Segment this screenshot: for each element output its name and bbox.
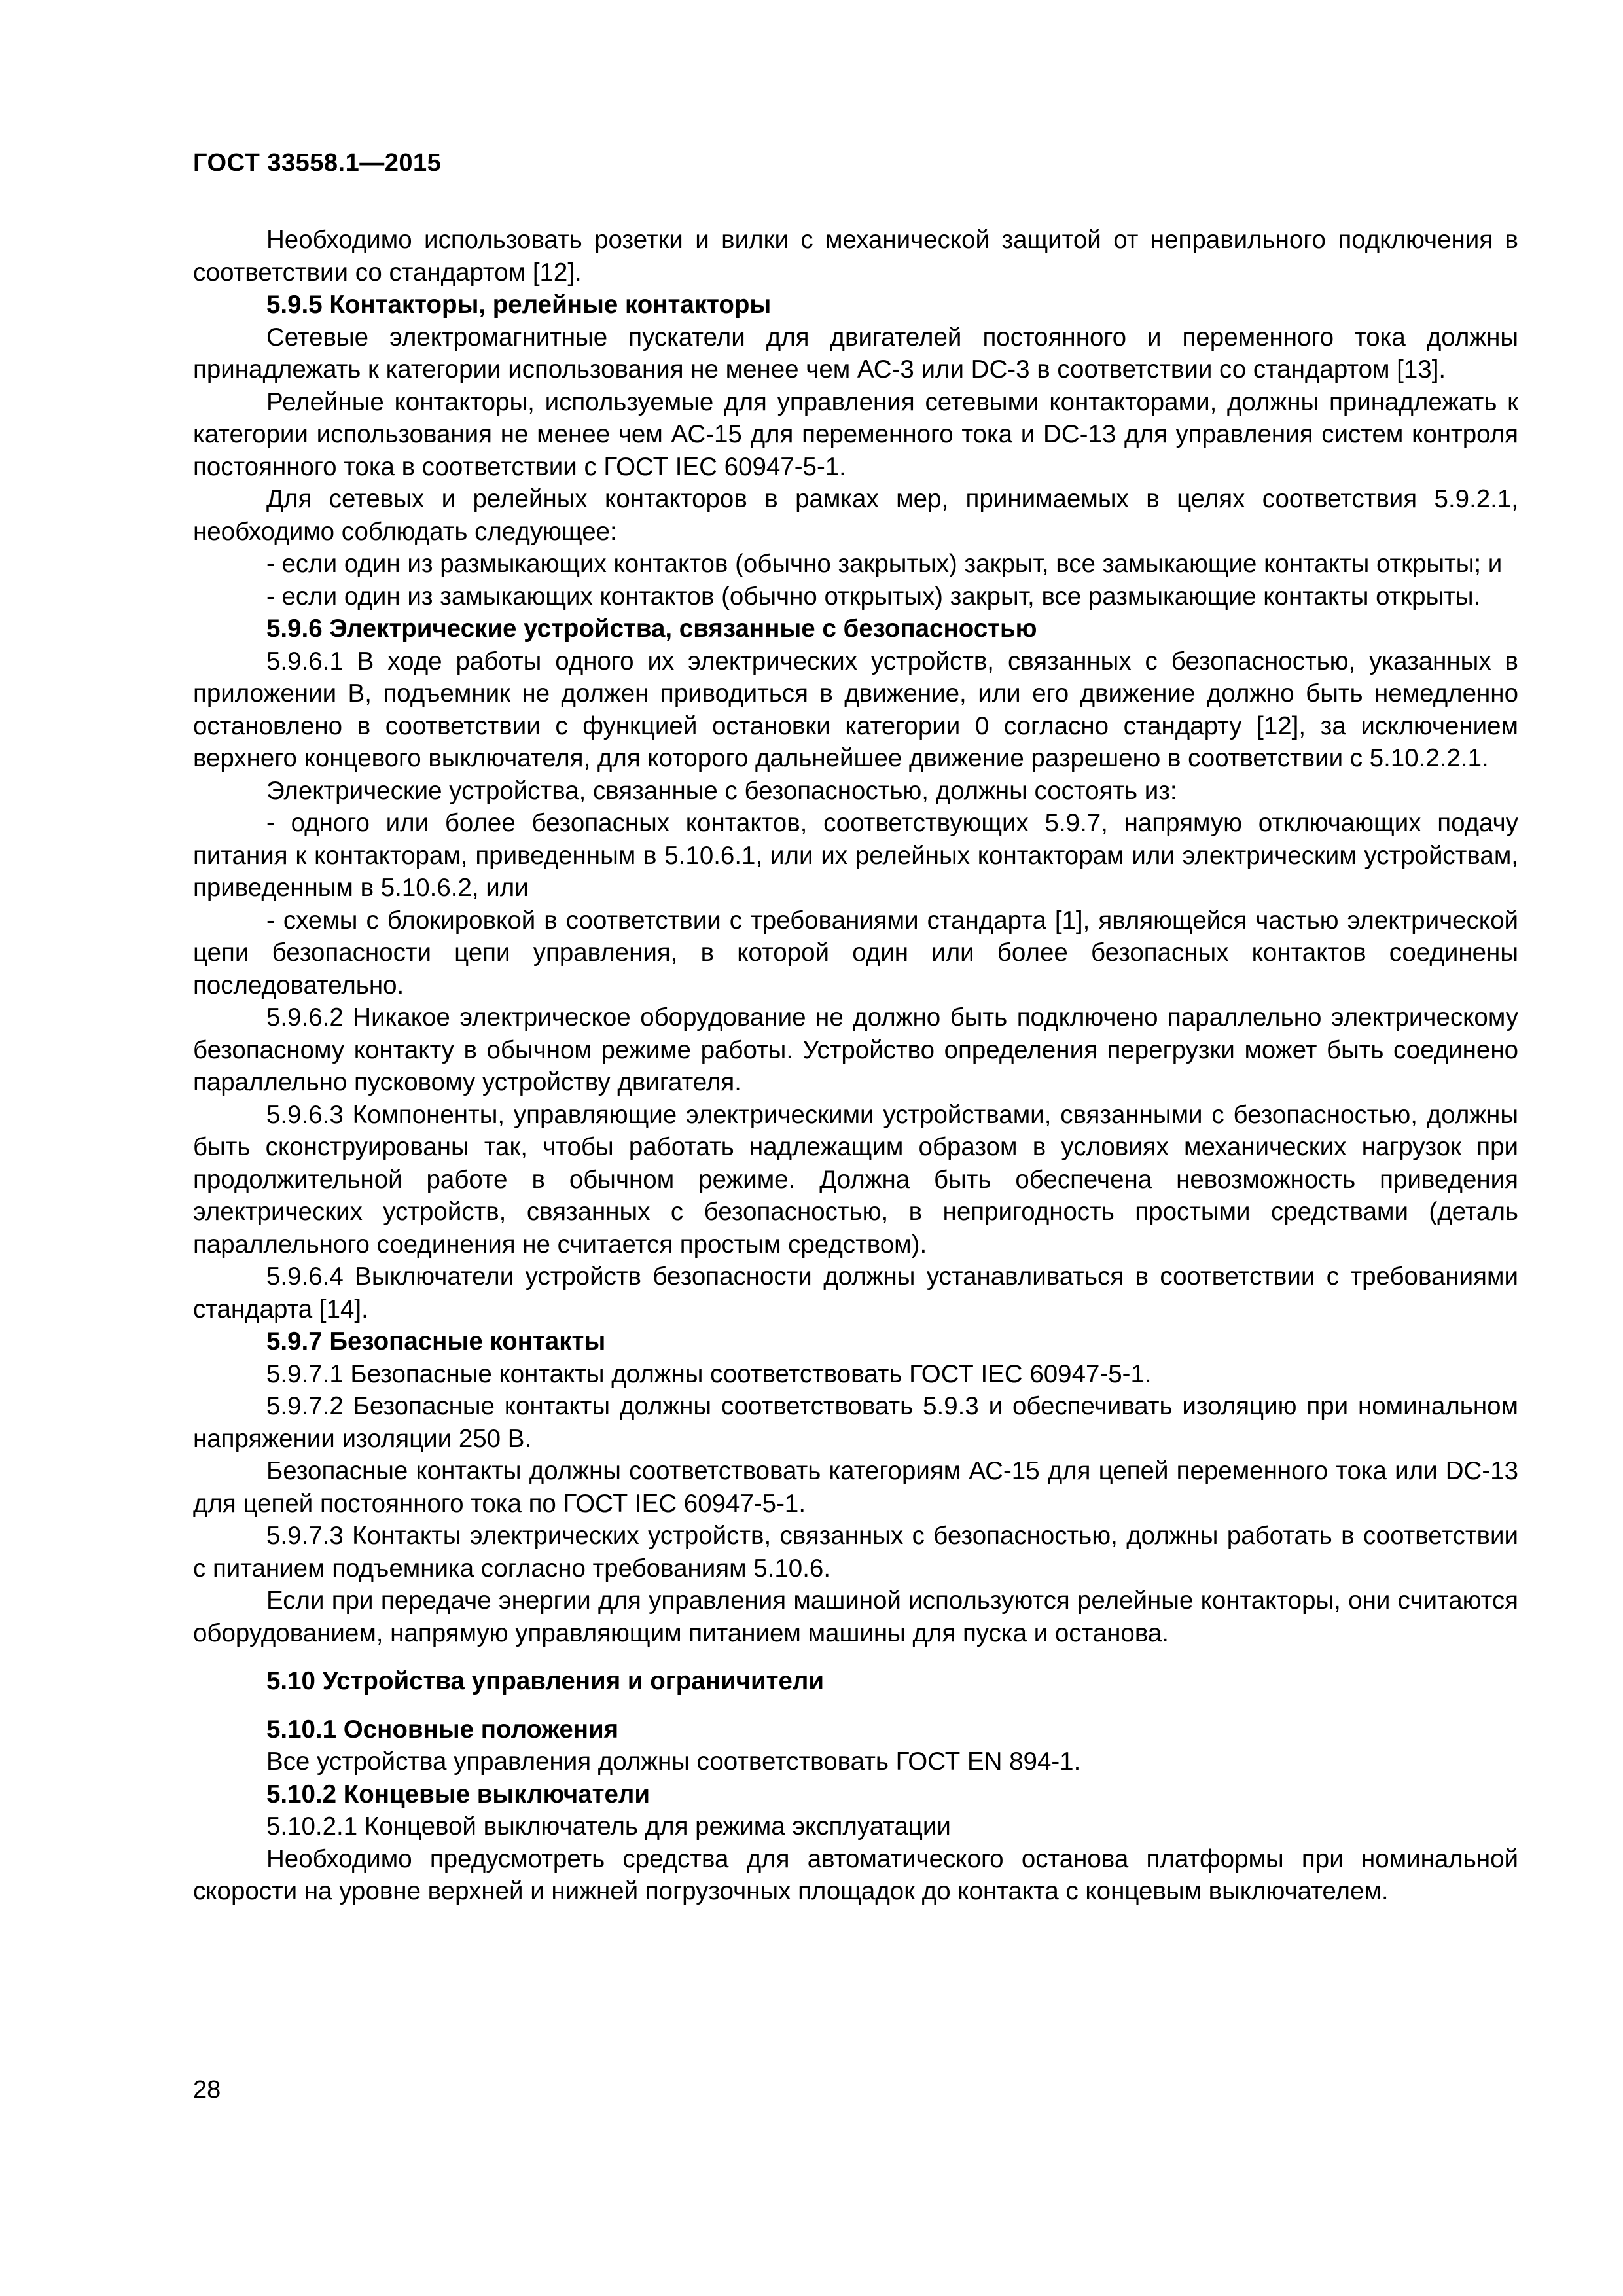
paragraph: Релейные контакторы, используемые для управления сетевыми контакторами, должны принадлежать к категории использования не менее чем АС-15 для переменного тока и DC-13 для управления систем контроля постоянного тока в соответствии с ГОСТ IEC 60947-5-1. [193, 387, 1518, 481]
paragraph: Электрические устройства, связанные с безопасностью, должны состоять из: [266, 776, 1177, 805]
section-heading-5-9-6: 5.9.6 Электрические устройства, связанные с безопасностью [266, 615, 1037, 643]
paragraph: 5.9.6.2 Никакое электрическое оборудование не должно быть подключено параллельно электрическому безопасному контакту в обычном режиме работы. Устройство определения перегрузки может быть соединено параллельно пусковому устройству двигателя. [193, 1003, 1518, 1096]
document-body [193, 224, 1518, 1908]
paragraph: 5.10.2.1 Концевой выключатель для режима эксплуатации [266, 1812, 951, 1840]
section-heading-5-10-1: 5.10.1 Основные положения [266, 1715, 619, 1744]
section-heading-5-10: 5.10 Устройства управления и ограничители [266, 1667, 825, 1695]
paragraph: Сетевые электромагнитные пускатели для двигателей постоянного и переменного тока должны принадлежать к категории использования не менее чем АС-3 или DC-3 в соответствии со стандартом [13]. [193, 323, 1518, 384]
paragraph: Все устройства управления должны соответствовать ГОСТ EN 894-1. [266, 1748, 1081, 1776]
paragraph: Безопасные контакты должны соответствовать категориям АС-15 для цепей переменного тока или DC-13 для цепей постоянного тока по ГОСТ IEC 60947-5-1. [193, 1457, 1518, 1518]
paragraph: 5.9.7.3 Контакты электрических устройств, связанных с безопасностью, должны работать в соответствии с питанием подъемника согласно требованиям 5.10.6. [193, 1522, 1518, 1583]
document-header: ГОСТ 33558.1—2015 [193, 149, 442, 177]
list-item: - схемы с блокировкой в соответствии с требованиями стандарта [1], являющейся частью электрической цепи безопасности цепи управления, в которой один или более безопасных контактов соединены последовательно. [193, 906, 1518, 999]
list-item: - одного или более безопасных контактов, соответствующих 5.9.7, напрямую отключающих подачу питания к контакторам, приведенным в 5.10.6.1, или их релейных контакторам или электрическим устройствам, приведенным в 5.10.6.2, или [193, 809, 1518, 902]
section-heading-5-10-2: 5.10.2 Концевые выключатели [266, 1780, 651, 1808]
paragraph: Необходимо использовать розетки и вилки с механической защитой от неправильного подключения в соответствии со стандартом [12]. [193, 226, 1518, 287]
paragraph: Если при передаче энергии для управления машиной используются релейные контакторы, они считаются оборудованием, напрямую управляющим питанием машины для пуска и останова. [193, 1587, 1518, 1647]
section-heading-5-9-7: 5.9.7 Безопасные контакты [266, 1327, 606, 1355]
page-number: 28 [193, 2076, 221, 2104]
paragraph: 5.9.7.1 Безопасные контакты должны соответствовать ГОСТ IEC 60947-5-1. [266, 1359, 1152, 1388]
list-item: - если один из замыкающих контактов (обычно открытых) закрыт, все размыкающие контакты открыты. [266, 582, 1481, 611]
list-item: - если один из размыкающих контактов (обычно закрытых) закрыт, все замыкающие контакты открыты; и [266, 550, 1503, 578]
paragraph: Необходимо предусмотреть средства для автоматического останова платформы при номинальной скорости на уровне верхней и нижней погрузочных площадок до контакта с концевым выключателем. [193, 1844, 1518, 1905]
paragraph: Для сетевых и релейных контакторов в рамках мер, принимаемых в целях соответствия 5.9.2.1, необходимо соблюдать следующее: [193, 485, 1518, 546]
paragraph: 5.9.6.4 Выключатели устройств безопасности должны устанавливаться в соответствии с требованиями стандарта [14]. [193, 1263, 1518, 1323]
paragraph: 5.9.6.1 В ходе работы одного их электрических устройств, связанных с безопасностью, указанных в приложении В, подъемник не должен приводиться в движение, или его движение должно быть немедленно остановлено в соответствии с функцией остановки категории 0 согласно стандарту [12], за исключением верхнего концевого выключателя, для которого дальнейшее движение разрешено в соответствии с 5.10.2.2.1. [193, 647, 1518, 772]
paragraph: 5.9.7.2 Безопасные контакты должны соответствовать 5.9.3 и обеспечивать изоляцию при номинальном напряжении изоляции 250 В. [193, 1392, 1518, 1453]
paragraph: 5.9.6.3 Компоненты, управляющие электрическими устройствами, связанными с безопасностью, должны быть сконструированы так, чтобы работать надлежащим образом в условиях механических нагрузок при продолжительной работе в обычном режиме. Должна быть обеспечена невозможность приведения электрических устройств, связанных с безопасностью, в непригодность простыми средствами (деталь параллельного соединения не считается простым средством). [193, 1100, 1518, 1259]
section-heading-5-9-5: 5.9.5 Контакторы, релейные контакторы [266, 291, 772, 319]
